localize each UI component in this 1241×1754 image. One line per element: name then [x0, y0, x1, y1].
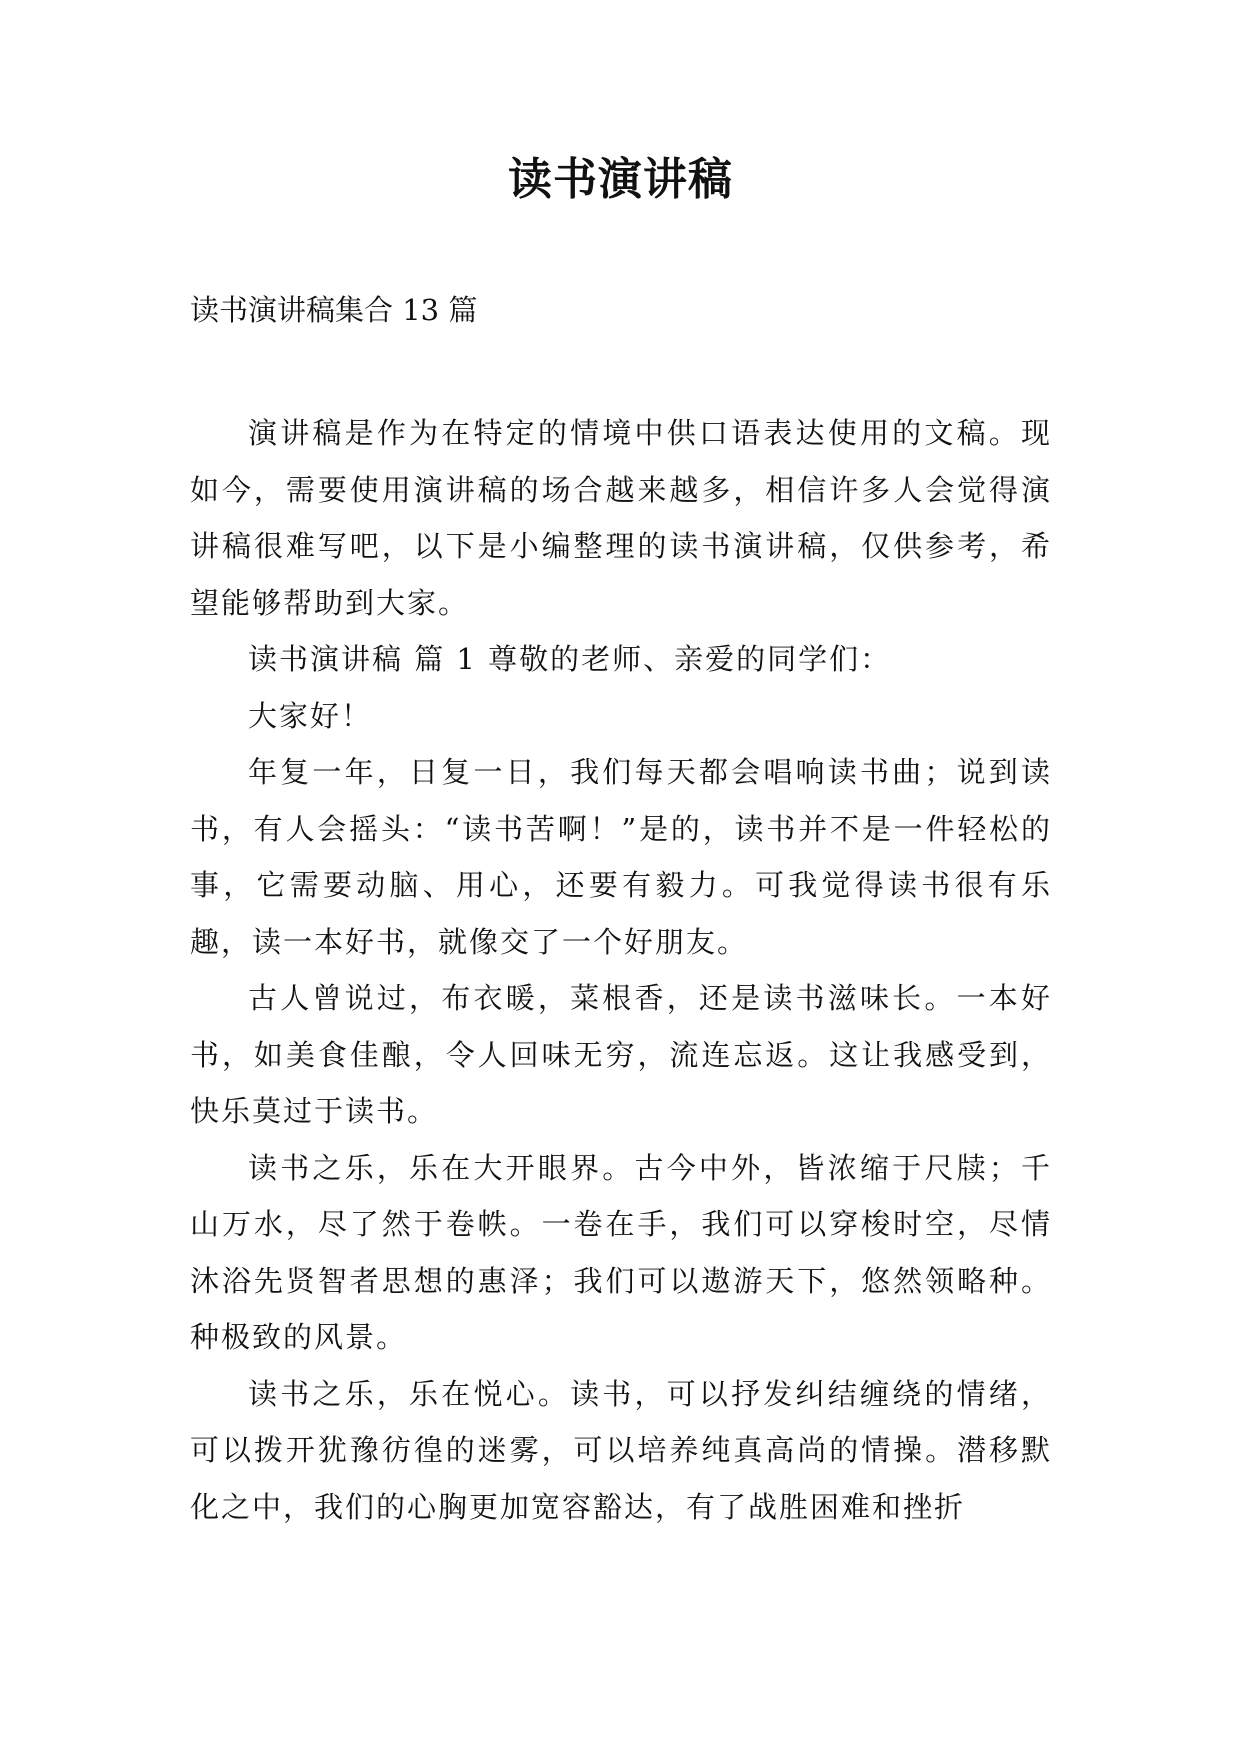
paragraph: 读书之乐，乐在大开眼界。古今中外，皆浓缩于尺牍；千山万水，尽了然于卷帙。一卷在手，我们可以穿梭时空，尽情沐浴先贤智者思想的惠泽；我们可以遨游天下，悠然领略种。种极致的风景。 [190, 1150, 1052, 1354]
page-title: 读书演讲稿 [508, 154, 733, 205]
paragraph: 读书之乐，乐在悦心。读书，可以抒发纠结缠绕的情绪，可以拨开犹豫彷徨的迷雾，可以培养纯真高尚的情操。潜移默化之中，我们的心胸更加宽容豁达，有了战胜困难和挫折 [190, 1376, 1052, 1524]
document-subtitle: 读书演讲稿集合 13 篇 [190, 293, 478, 327]
paragraph: 大家好！ [248, 698, 373, 733]
document-body [190, 405, 1052, 1535]
paragraph: 年复一年，日复一日，我们每天都会唱响读书曲；说到读书，有人会摇头：“读书苦啊！”是的，读书并不是一件轻松的事，它需要动脑、用心，还要有毅力。可我觉得读书很有乐趣，读一本好书，就像交了一个好朋友。 [190, 755, 1052, 959]
paragraph: 读书演讲稿 篇 1 尊敬的老师、亲爱的同学们： [248, 642, 892, 676]
paragraph: 演讲稿是作为在特定的情境中供口语表达使用的文稿。现如今，需要使用演讲稿的场合越来越多，相信许多人会觉得演讲稿很难写吧，以下是小编整理的读书演讲稿，仅供参考，希望能够帮助到大家。 [190, 416, 1052, 620]
paragraph: 古人曾说过，布衣暖，菜根香，还是读书滋味长。一本好书，如美食佳酿，令人回味无穷，流连忘返。这让我感受到，快乐莫过于读书。 [190, 981, 1052, 1128]
